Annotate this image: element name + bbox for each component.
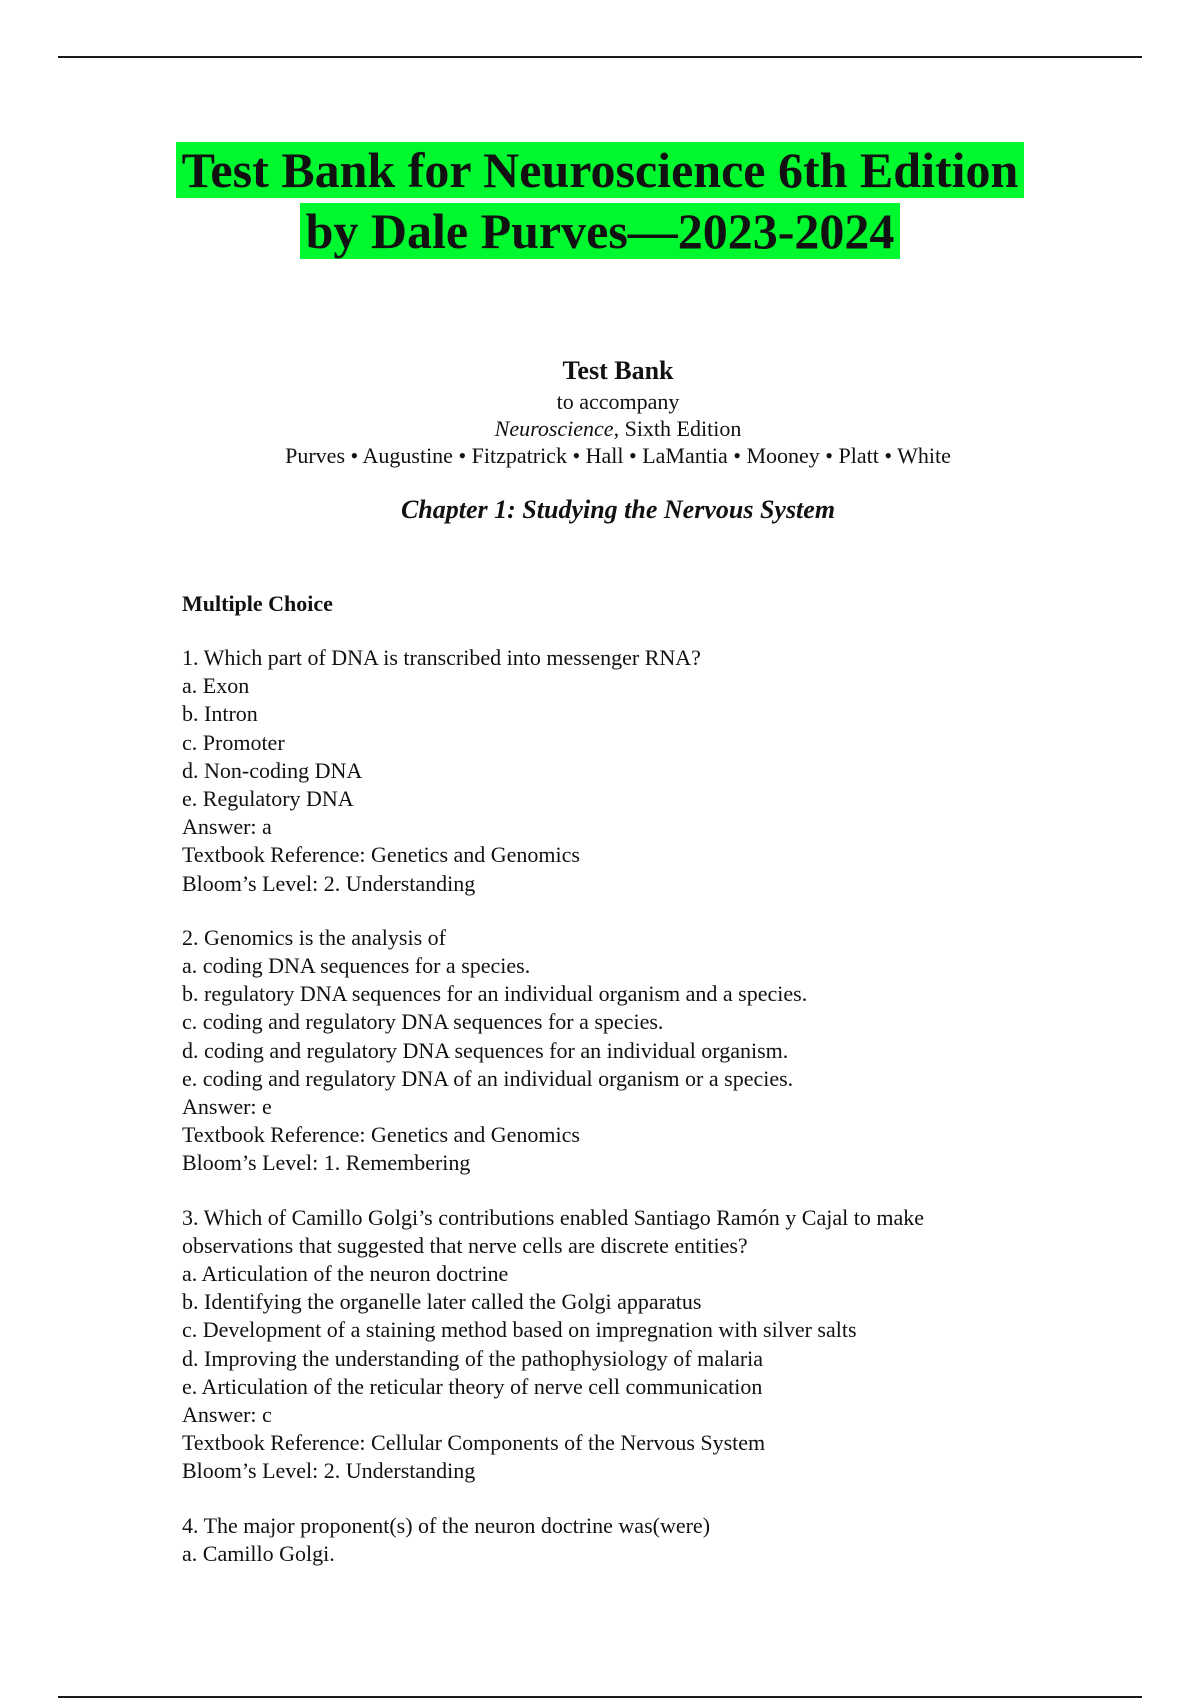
option: a. Articulation of the neuron doctrine <box>182 1261 509 1287</box>
title-line-2: by Dale Purves—2023-2024 <box>300 203 901 259</box>
answer: Answer: a <box>182 814 272 840</box>
chapter-title <box>0 493 1200 527</box>
question-text: 2. Genomics is the analysis of <box>182 924 446 950</box>
textbook-reference: Textbook Reference: Genetics and Genomics <box>182 1122 580 1148</box>
cover-authors: Purves • Augustine • Fitzpatrick • Hall • LaMantia • Mooney • Platt • White <box>285 443 951 468</box>
option: e. Articulation of the reticular theory of nerve cell communication <box>182 1373 763 1399</box>
test-bank-heading: Test Bank <box>562 356 674 385</box>
cover-block <box>0 354 1200 527</box>
chapter-separator: : <box>507 495 523 524</box>
questions-content <box>182 590 1082 1594</box>
book-title: Neuroscience, <box>494 416 620 441</box>
section-heading: Multiple Choice <box>182 591 333 616</box>
answer: Answer: c <box>182 1402 272 1428</box>
option: c. Development of a staining method based on impregnation with silver salts <box>182 1317 857 1343</box>
option: d. coding and regulatory DNA sequences for an individual organism. <box>182 1037 789 1063</box>
question-text-line-1: 3. Which of Camillo Golgi’s contributions enabled Santiago Ramón y Cajal to make <box>182 1204 924 1230</box>
question-text-line-2: observations that suggested that nerve cells are discrete entities? <box>182 1232 748 1258</box>
option: a. Exon <box>182 673 250 699</box>
blooms-level: Bloom’s Level: 1. Remembering <box>182 1150 471 1176</box>
question-block <box>182 1204 1082 1486</box>
document-title <box>0 140 1200 262</box>
textbook-reference: Textbook Reference: Genetics and Genomics <box>182 842 580 868</box>
option: a. Camillo Golgi. <box>182 1540 335 1566</box>
question-block <box>182 924 1082 1178</box>
question-block <box>182 1512 1082 1568</box>
top-rule <box>58 56 1142 58</box>
option: d. Non-coding DNA <box>182 757 363 783</box>
chapter-name: Studying the Nervous System <box>522 495 836 524</box>
cover-book-line <box>0 415 1200 442</box>
textbook-reference: Textbook Reference: Cellular Components of the Nervous System <box>182 1430 766 1456</box>
option: e. coding and regulatory DNA of an individual organism or a species. <box>182 1065 794 1091</box>
question-text: 4. The major proponent(s) of the neuron doctrine was(were) <box>182 1512 711 1538</box>
blooms-level: Bloom’s Level: 2. Understanding <box>182 1458 476 1484</box>
option: b. Identifying the organelle later called the Golgi apparatus <box>182 1289 702 1315</box>
option: c. coding and regulatory DNA sequences for a species. <box>182 1009 664 1035</box>
bottom-rule <box>58 1696 1142 1698</box>
chapter-label: Chapter 1 <box>400 495 508 524</box>
question-text: 1. Which part of DNA is transcribed into messenger RNA? <box>182 645 701 670</box>
question-block <box>182 644 1082 898</box>
answer: Answer: e <box>182 1094 272 1120</box>
title-line-1: Test Bank for Neuroscience 6th Edition <box>176 142 1025 198</box>
option: e. Regulatory DNA <box>182 786 354 812</box>
option: b. regulatory DNA sequences for an individual organism and a species. <box>182 981 808 1007</box>
book-edition: Sixth Edition <box>619 416 742 441</box>
option: b. Intron <box>182 701 258 727</box>
option: d. Improving the understanding of the pathophysiology of malaria <box>182 1345 764 1371</box>
blooms-level: Bloom’s Level: 2. Understanding <box>182 870 476 896</box>
option: c. Promoter <box>182 729 285 755</box>
cover-subtitle: to accompany <box>556 389 680 414</box>
option: a. coding DNA sequences for a species. <box>182 953 531 979</box>
